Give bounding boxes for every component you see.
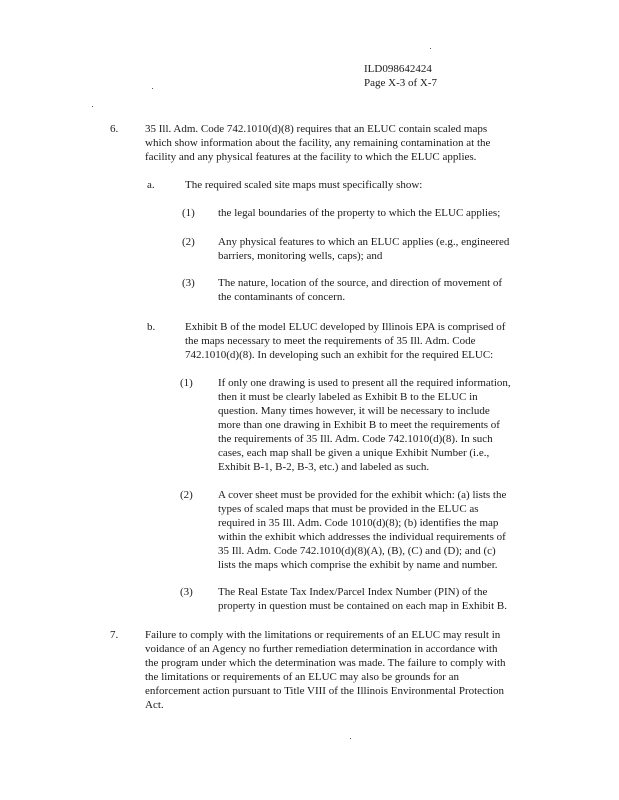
scan-speck xyxy=(152,88,153,89)
text-line: voidance of an Agency no further remediation determination in accordance with xyxy=(145,643,498,655)
text-line: A cover sheet must be provided for the exhibit which: (a) lists the xyxy=(218,489,507,501)
text-line: property in question must be contained on each map in Exhibit B. xyxy=(218,600,507,612)
item-6b3-label: (3) xyxy=(180,586,193,598)
text-line: then it must be clearly labeled as Exhibit B to the ELUC in xyxy=(218,391,478,403)
item-6b2-text xyxy=(218,488,506,572)
scan-speck xyxy=(350,738,351,739)
text-line: the limitations or requirements of an ELUC may also be grounds for an xyxy=(145,671,460,683)
text-line: Exhibit B of the model ELUC developed by Illinois EPA is comprised of xyxy=(185,321,506,333)
item-6a3-label: (3) xyxy=(182,277,195,289)
item-6a-text: The required scaled site maps must specifically show: xyxy=(185,179,423,191)
text-line: facility and any physical features at the facility to which the ELUC applies. xyxy=(145,151,477,163)
text-line: required in 35 Ill. Adm. Code 1010(d)(8); (b) identifies the map xyxy=(218,517,499,529)
page-number: Page X-3 of X-7 xyxy=(364,77,438,89)
text-line: The Real Estate Tax Index/Parcel Index Number (PIN) of the xyxy=(218,586,488,598)
text-line: the legal boundaries of the property to which the ELUC applies; xyxy=(218,207,501,219)
text-line: 35 Ill. Adm. Code 742.1010(d)(8)(A), (B), (C) and (D); and (c) xyxy=(218,545,496,557)
text-line: the program under which the determination was made. The failure to comply with xyxy=(145,657,506,669)
text-line: Exhibit B-1, B-2, B-3, etc.) and labeled as such. xyxy=(218,461,430,473)
item-6a2-label: (2) xyxy=(182,236,195,248)
item-6b3-text xyxy=(218,585,507,613)
item-6b-label: b. xyxy=(147,321,156,333)
text-line: Act. xyxy=(145,699,164,711)
text-line: the contaminants of concern. xyxy=(218,291,346,303)
item-6b1-label: (1) xyxy=(180,377,193,389)
text-line: barriers, monitoring wells, caps); and xyxy=(218,250,383,262)
item-6-text xyxy=(145,122,490,164)
text-line: question. Many times however, it will be necessary to include xyxy=(218,405,490,417)
text-line: 35 Ill. Adm. Code 742.1010(d)(8) requires that an ELUC contain scaled maps xyxy=(145,123,488,135)
text-line: the maps necessary to meet the requirements of 35 Ill. Adm. Code xyxy=(185,335,476,347)
item-6a-label: a. xyxy=(147,179,155,191)
item-6b2-label: (2) xyxy=(180,489,193,501)
item-7-text xyxy=(145,628,506,712)
text-line: which show information about the facility, any remaining contamination at the xyxy=(145,137,491,149)
document-id: ILD098642424 xyxy=(364,63,432,75)
text-line: within the exhibit which addresses the individual requirements of xyxy=(218,531,506,543)
text-line: lists the maps which comprise the exhibit by name and number. xyxy=(218,559,498,571)
text-line: the requirements of 35 Ill. Adm. Code 742.1010(d)(8). In such xyxy=(218,433,493,445)
text-line: cases, each map shall be given a unique Exhibit Number (i.e., xyxy=(218,447,490,459)
item-6a1-text xyxy=(218,206,500,220)
scan-speck xyxy=(92,106,93,107)
item-6a3-text xyxy=(218,276,502,304)
scan-speck xyxy=(430,48,431,49)
item-6a2-text xyxy=(218,235,509,263)
text-line: more than one drawing in Exhibit B to meet the requirements of xyxy=(218,419,500,431)
text-line: If only one drawing is used to present all the required information, xyxy=(218,377,511,389)
item-6a1-label: (1) xyxy=(182,207,195,219)
text-line: Failure to comply with the limitations or requirements of an ELUC may result in xyxy=(145,629,501,641)
text-line: enforcement action pursuant to Title VIII of the Illinois Environmental Protection xyxy=(145,685,505,697)
item-6b1-text xyxy=(218,376,511,474)
text-line: types of scaled maps that must be provided in the ELUC as xyxy=(218,503,479,515)
text-line: 742.1010(d)(8). In developing such an exhibit for the required ELUC: xyxy=(185,349,494,361)
item-6b-text xyxy=(185,320,505,362)
text-line: The nature, location of the source, and direction of movement of xyxy=(218,277,503,289)
item-7-number: 7. xyxy=(110,629,119,641)
item-6-number: 6. xyxy=(110,123,119,135)
text-line: Any physical features to which an ELUC applies (e.g., engineered xyxy=(218,236,510,248)
